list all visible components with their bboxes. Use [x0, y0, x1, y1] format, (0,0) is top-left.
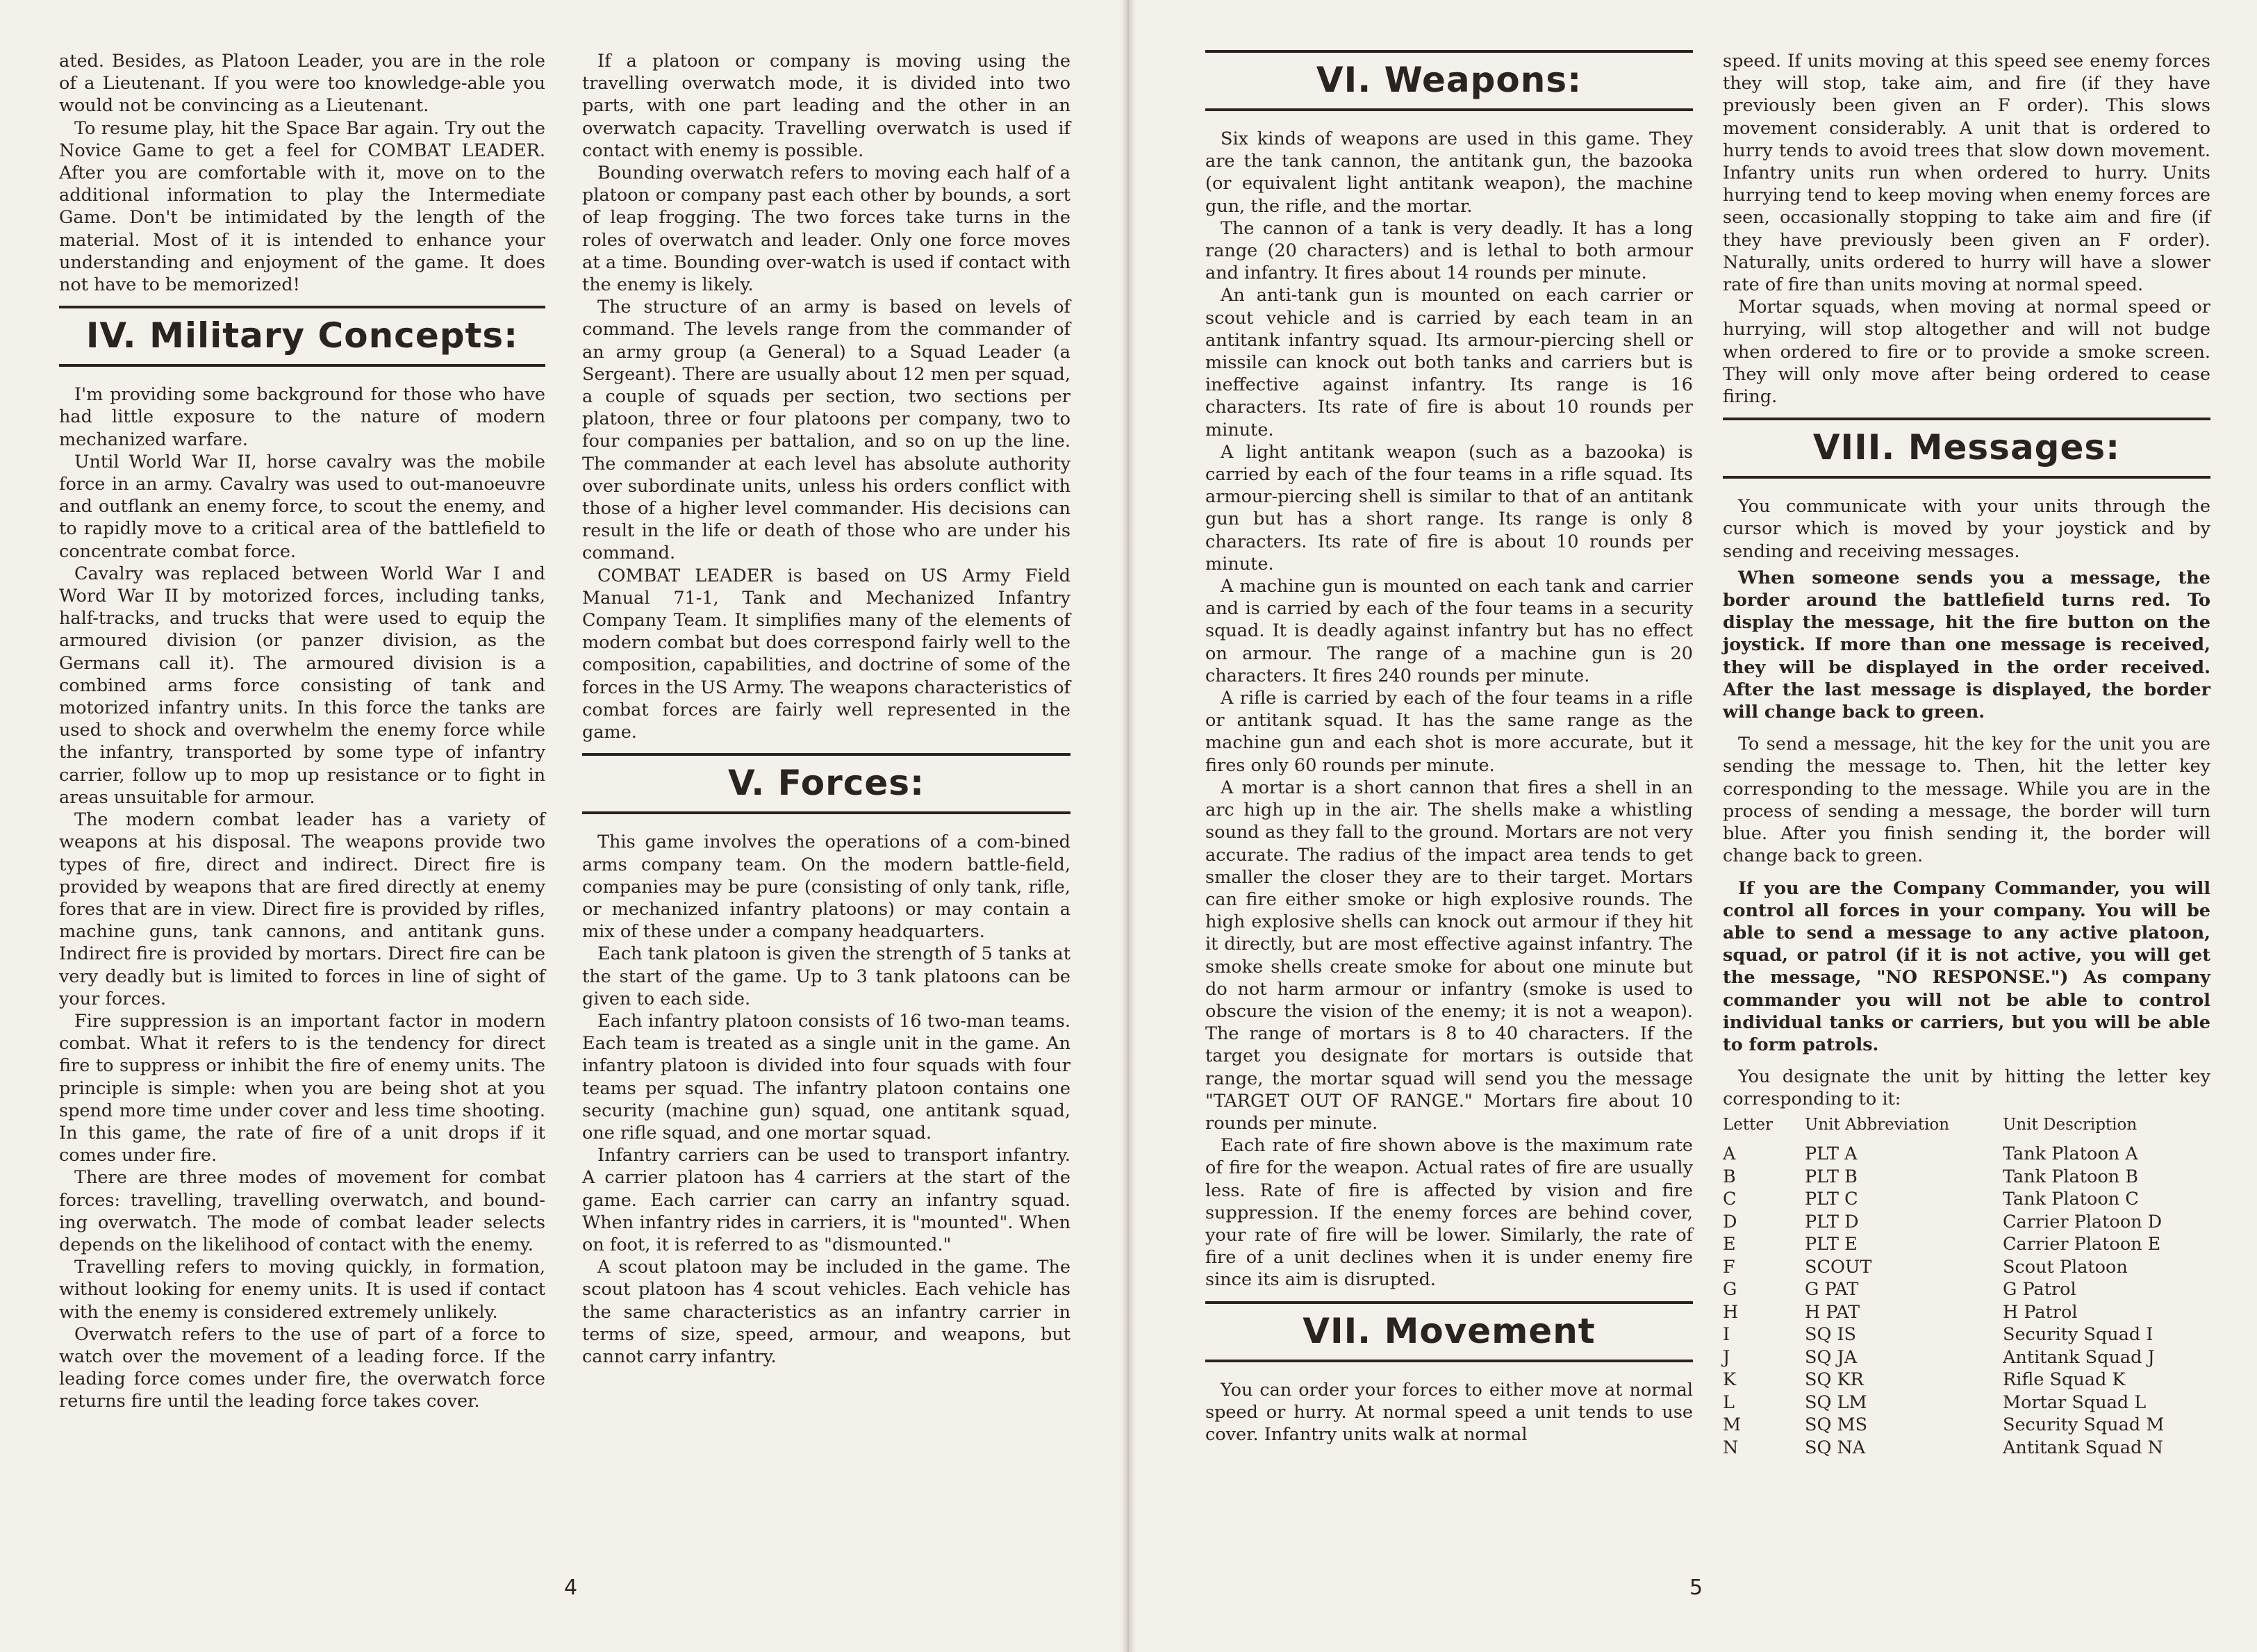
- paragraph: ated. Besides, as Platoon Leader, you are in the role of a Lieutenant. If you were too knowledge-able you would not be convincing as a Lieutenant.: [59, 51, 545, 117]
- table-cell: B: [1723, 1166, 1736, 1187]
- table-cell: SQ LM: [1805, 1391, 1867, 1413]
- paragraph: Travelling refers to moving quickly, in formation, without looking for enemy units. It is used if contact with the enemy is considered extremely unlikely.: [59, 1257, 545, 1323]
- table-cell: Security Squad M: [2003, 1414, 2165, 1436]
- table-row: [1723, 1256, 2210, 1279]
- table-cell: SQ KR: [1805, 1369, 1864, 1391]
- table-cell: Antitank Squad N: [2003, 1437, 2163, 1458]
- table-cell: G: [1723, 1279, 1737, 1300]
- table-cell: I: [1723, 1324, 1730, 1346]
- table-cell: N: [1723, 1437, 1739, 1458]
- paragraph: Infantry carriers can be used to transport infantry. A carrier platoon has 4 carriers at the start of the game. Each carrier can carry an infantry squad. When infantry rides in carriers, it is "mounted". When on foot, it is referred to as "dismounted.": [582, 1145, 1070, 1255]
- table-cell: SQ IS: [1805, 1324, 1857, 1346]
- table-cell: Carrier Platoon D: [2003, 1211, 2163, 1232]
- table-cell: Antitank Squad J: [2003, 1346, 2155, 1368]
- table-cell: H: [1723, 1301, 1739, 1323]
- table-row: [1723, 1323, 2210, 1346]
- table-row: [1723, 1278, 2210, 1301]
- paragraph: This game involves the operations of a com-bined arms company team. On the modern battle-field, companies may be pure (consisting of only tank, rifle, or mechanized infantry platoons) or may contain a mix of these under a company headquarters.: [582, 832, 1070, 943]
- paragraph: If a platoon or company is moving using the travelling overwatch mode, it is divided into two parts, with one part leading and the other in an overwatch capacity. Travelling overwatch is used if contact with enemy is possible.: [582, 51, 1070, 161]
- table-row: [1723, 1437, 2210, 1460]
- table-header: Unit Abbreviation: [1805, 1115, 1950, 1134]
- table-row: [1723, 1188, 2210, 1211]
- left-column-1: [59, 50, 545, 1413]
- paragraph: You designate the unit by hitting the letter key corresponding to it:: [1723, 1066, 2210, 1110]
- paragraph: Bounding overwatch refers to moving each half of a platoon or company past each other by bounds, a sort of leap frogging. The two forces take turns in the roles of overwatch and leader. Only one force moves at a time. Bounding over-watch is used if contact with the enemy is likely.: [582, 163, 1070, 296]
- table-cell: G PAT: [1805, 1279, 1859, 1300]
- page-number-right: 5: [1689, 1576, 1703, 1600]
- table-row: [1723, 1166, 2210, 1189]
- right-column-2: [1723, 50, 2210, 1459]
- table-cell: PLT A: [1805, 1143, 1858, 1165]
- bold-paragraph: If you are the Company Commander, you will control all forces in your company. You will be able to send a message to any active platoon, squad, or patrol (if it is not active, you will get the message, "NO RESPONSE.") As company commander you will not be able to control individual tanks or carriers, but you will be able to form patrols.: [1723, 877, 2210, 1055]
- table-cell: G Patrol: [2003, 1279, 2076, 1300]
- table-cell: H Patrol: [2003, 1301, 2078, 1323]
- table-cell: Rifle Squad K: [2003, 1369, 2126, 1391]
- bold-paragraph: When someone sends you a message, the border around the battlefield turns red. To display the message, hit the fire button on the joystick. If more than one message is received, they will be displayed in the order received. After the last message is displayed, the border will change back to green.: [1723, 567, 2210, 723]
- right-column-1: [1205, 50, 1693, 1446]
- table-row: [1723, 1369, 2210, 1391]
- table-cell: SCOUT: [1805, 1256, 1872, 1278]
- table-row: [1723, 1211, 2210, 1234]
- table-cell: C: [1723, 1189, 1737, 1210]
- table-cell: J: [1723, 1346, 1730, 1368]
- paragraph: A scout platoon may be included in the game. The scout platoon has 4 scout vehicles. Each vehicle has the same characteristics as an infantry carrier in terms of size, speed, armour, and weapons, but cannot carry infantry.: [582, 1257, 1070, 1367]
- table-header: Letter: [1723, 1115, 1773, 1134]
- table-cell: H PAT: [1805, 1301, 1860, 1323]
- paragraph: There are three modes of movement for combat forces: travelling, travelling overwatch, and bound-ing overwatch. The mode of combat leader selects depends on the likelihood of contact with the enemy.: [59, 1167, 545, 1255]
- paragraph: You communicate with your units through the cursor which is moved by your joystick and by sending and receiving messages.: [1723, 496, 2210, 562]
- section-heading-movement: VII. Movement: [1205, 1301, 1693, 1362]
- paragraph: I'm providing some background for those who have had little exposure to the nature of modern mechanized warfare.: [59, 384, 545, 450]
- paragraph: A light antitank weapon (such as a bazooka) is carried by each of the four teams in a rifle squad. Its armour-piercing shell is similar to that of an antitank gun but has a short range. Its range is only 8 characters. Its rate of fire is about 10 rounds per minute.: [1205, 441, 1693, 575]
- table-cell: Security Squad I: [2003, 1324, 2153, 1346]
- paragraph: Mortar squads, when moving at normal speed or hurrying, will stop altogether and will not budge when ordered to fire or to provide a smoke screen. They will only move after being ordered to cease firing.: [1723, 297, 2210, 408]
- paragraph: The modern combat leader has a variety of weapons at his disposal. The weapons provide two types of fire, direct and indirect. Direct fire is provided by weapons that are fired directly at enemy fores that are in view. Direct fire is provided by rifles, machine guns, tank cannons, and antitank guns. Indirect fire is provided by mortars. Direct fire can be very deadly but is limited to forces in line of sight of your forces.: [59, 809, 545, 1009]
- paragraph: An anti-tank gun is mounted on each carrier or scout vehicle and is carried by each team in an antitank infantry squad. Its armour-piercing shell or missile can knock out both tanks and carriers but is ineffective against infantry. Its range is 16 characters. Its rate of fire is about 10 rounds per minute.: [1205, 285, 1693, 440]
- paragraph: The structure of an army is based on levels of command. The levels range from the commander of an army group (a General) to a Squad Leader (a Sergeant). There are usually about 12 men per squad, a couple of squads per section, two sections per platoon, three or four platoons per company, two to four companies per battalion, and so on up the line. The commander at each level has absolute authority over subordinate units, unless his orders conflict with those of a higher level commander. His decisions can result in the life or death of those who are under his command.: [582, 297, 1070, 564]
- paragraph: Six kinds of weapons are used in this game. They are the tank cannon, the antitank gun, the bazooka (or equivalent light antitank weapon), the machine gun, the rifle, and the mortar.: [1205, 129, 1693, 217]
- paragraph: Cavalry was replaced between World War I and Word War II by motorized forces, including tanks, half-tracks, and trucks that were used to equip the armoured division (or panzer division, as the Germans call it). The armoured division is a combined arms force consisting of tank and motorized infantry units. In this force the tanks are used to shock and overwhelm the enemy force while the infantry, transported by some type of infantry carrier, follow up to mop up resistance or to fight in areas unsuitable for armour.: [59, 563, 545, 808]
- unit-table-header-row: [1723, 1114, 2210, 1143]
- table-cell: K: [1723, 1369, 1737, 1391]
- paragraph: COMBAT LEADER is based on US Army Field Manual 71-1, Tank and Mechanized Infantry Company Team. It simplifies many of the elements of modern combat but does correspond fairly well to the composition, capabilities, and doctrine of some of the forces in the US Army. The weapons characteristics of combat forces are fairly well represented in the game.: [582, 565, 1070, 743]
- table-cell: Tank Platoon B: [2003, 1166, 2138, 1187]
- paragraph: To resume play, hit the Space Bar again. Try out the Novice Game to get a feel for COMBAT LEADER. After you are comfortable with it, move on to the additional information to play the Intermediate Game. Don't be intimidated by the length of the material. Most of it is intended to enhance your understanding and enjoyment of the game. It does not have to be memorized!: [59, 117, 545, 296]
- table-cell: PLT B: [1805, 1166, 1858, 1187]
- table-cell: Scout Platoon: [2003, 1256, 2128, 1278]
- table-cell: A: [1723, 1143, 1736, 1165]
- table-cell: M: [1723, 1414, 1742, 1436]
- page-number-left: 4: [564, 1576, 578, 1600]
- table-cell: Tank Platoon C: [2003, 1189, 2139, 1210]
- table-cell: SQ JA: [1805, 1346, 1858, 1368]
- table-row: [1723, 1233, 2210, 1256]
- table-cell: Carrier Platoon E: [2003, 1234, 2161, 1255]
- table-row: [1723, 1346, 2210, 1369]
- paragraph: The cannon of a tank is very deadly. It has a long range (20 characters) and is lethal to both armour and infantry. It fires about 14 rounds per minute.: [1205, 217, 1693, 284]
- table-cell: E: [1723, 1234, 1736, 1255]
- book-spine: [1121, 0, 1136, 1652]
- section-heading-weapons: VI. Weapons:: [1205, 50, 1693, 111]
- table-cell: PLT C: [1805, 1189, 1858, 1210]
- table-cell: SQ NA: [1805, 1437, 1866, 1458]
- table-row: [1723, 1391, 2210, 1414]
- paragraph: speed. If units moving at this speed see enemy forces they will stop, take aim, and fire (if they have previously been given an F order). This slows movement considerably. A unit that is ordered to hurry tends to avoid trees that slow down movement. Infantry units run when ordered to hurry. Units hurrying tend to keep moving when enemy forces are seen, occasionally stopping to take aim and fire (if they have previously been given an F order). Naturally, units ordered to hurry will have a slower rate of fire than units moving at normal speed.: [1723, 51, 2210, 296]
- section-heading-military-concepts: IV. Military Concepts:: [59, 306, 545, 367]
- table-cell: Tank Platoon A: [2003, 1143, 2138, 1165]
- paragraph: Fire suppression is an important factor in modern combat. What it refers to is the tendency for direct fire to suppress or inhibit the fire of enemy units. The principle is simple: when you are being shot at you spend more time under cover and less time shooting. In this game, the rate of fire of a unit drops if it comes under fire.: [59, 1010, 545, 1166]
- section-heading-forces: V. Forces:: [582, 753, 1070, 814]
- paragraph: Until World War II, horse cavalry was the mobile force in an army. Cavalry was used to out-manoeuvre and outflank an enemy force, to scout the enemy, and to rapidly move to a critical area of the battlefield to concentrate combat force.: [59, 451, 545, 562]
- table-header: Unit Description: [2003, 1115, 2138, 1134]
- paragraph: To send a message, hit the key for the unit you are sending the message to. Then, hit the letter key corresponding to the message. While you are in the process of sending a message, the border will turn blue. After you finish sending it, the border will change back to green.: [1723, 734, 2210, 867]
- table-row: [1723, 1143, 2210, 1166]
- paragraph: You can order your forces to either move at normal speed or hurry. At normal speed a unit tends to use cover. Infantry units walk at normal: [1205, 1379, 1693, 1445]
- paragraph: Each infantry platoon consists of 16 two-man teams. Each team is treated as a single unit in the game. An infantry platoon is divided into four squads with four teams per squad. The infantry platoon contains one security (machine gun) squad, one antitank squad, one rifle squad, and one mortar squad.: [582, 1010, 1070, 1143]
- table-cell: F: [1723, 1256, 1735, 1278]
- left-column-2: [582, 50, 1070, 1368]
- paragraph: A rifle is carried by each of the four teams in a rifle or antitank squad. It has the same range as the machine gun and each shot is more accurate, but it fires only 60 rounds per minute.: [1205, 688, 1693, 776]
- paragraph: Each tank platoon is given the strength of 5 tanks at the start of the game. Up to 3 tank platoons can be given to each side.: [582, 943, 1070, 1009]
- table-row: [1723, 1414, 2210, 1437]
- table-cell: SQ MS: [1805, 1414, 1868, 1436]
- section-heading-messages: VIII. Messages:: [1723, 418, 2210, 479]
- table-cell: Mortar Squad L: [2003, 1391, 2147, 1413]
- table-row: [1723, 1301, 2210, 1324]
- table-cell: D: [1723, 1211, 1737, 1232]
- paragraph: A machine gun is mounted on each tank and carrier and is carried by each of the four teams in a security squad. It is deadly against infantry but has no effect on armour. The range of a machine gun is 20 characters. It fires 240 rounds per minute.: [1205, 576, 1693, 686]
- unit-table: [1723, 1114, 2210, 1460]
- paragraph: Each rate of fire shown above is the maximum rate of fire for the weapon. Actual rates of fire are usually less. Rate of fire is affected by vision and fire suppression. If the enemy forces are behind cover, your rate of fire will be lower. Similarly, the rate of fire of a unit declines when it is under enemy fire since its aim is disrupted.: [1205, 1135, 1693, 1291]
- table-cell: PLT D: [1805, 1211, 1859, 1232]
- paragraph: Overwatch refers to the use of part of a force to watch over the movement of a leading force. If the leading force comes under fire, the overwatch force returns fire until the leading force takes cover.: [59, 1323, 545, 1412]
- table-cell: L: [1723, 1391, 1735, 1413]
- table-cell: PLT E: [1805, 1234, 1858, 1255]
- paragraph: A mortar is a short cannon that fires a shell in an arc high up in the air. The shells make a whistling sound as they fall to the ground. Mortars are not very accurate. The radius of the impact area tends to get smaller the closer they are to their target. Mortars can fire either smoke or high explosive rounds. The high explosive shells can knock out armour if they hit it directly, but are most effective against infantry. The smoke shells create smoke for about one minute but do not harm armour or infantry (smoke is used to obscure the vision of the enemy; it is not a weapon). The range of mortars is 8 to 40 characters. If the target you designate for mortars is outside that range, the mortar squad will send you the message "TARGET OUT OF RANGE." Mortars fire about 10 rounds per minute.: [1205, 777, 1693, 1134]
